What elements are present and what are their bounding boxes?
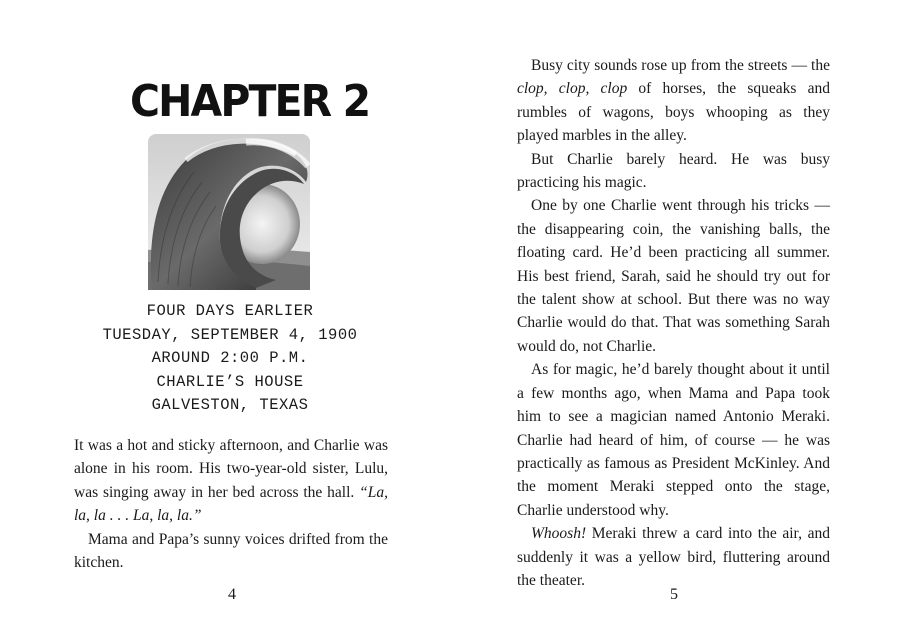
wave-illustration <box>146 132 312 292</box>
left-body-text <box>74 434 388 574</box>
paragraph <box>517 522 830 592</box>
paragraph-italic: “La, la, la . . . La, la, la.” <box>74 483 388 525</box>
paragraph-text: Busy city sounds rose up from the streets — the <box>531 57 830 74</box>
dateline-line: CHARLIE’S HOUSE <box>156 372 304 391</box>
page-number: 5 <box>670 586 678 603</box>
paragraph <box>74 434 388 528</box>
paragraph-italic: Whoosh! <box>531 525 587 543</box>
paragraph-text: Mama and Papa’s sunny voices drifted from the kitchen. <box>74 530 388 572</box>
right-body-text <box>517 54 830 592</box>
paragraph <box>517 194 830 358</box>
paragraph-text: As for magic, he’d barely thought about it until a few months ago, when Mama and Papa took him to see a magician named Antonio Meraki. Charlie had heard of him, of course — he was practically as famous as President McKinley. And the moment Meraki stepped onto the stage, Charlie understood why. <box>517 361 830 519</box>
paragraph-text: But Charlie barely heard. He was busy practicing his magic. <box>517 150 830 192</box>
dateline-line: GALVESTON, TEXAS <box>151 396 309 414</box>
chapter-title: CHAPTER 2 <box>130 76 370 127</box>
paragraph-text: It was a hot and sticky afternoon, and Charlie was alone in his room. His two-year-old sister, Lulu, was singing away in her bed across the hall. <box>74 437 388 501</box>
paragraph-text: of horses, the squeaks and rumbles of wagons, boys whooping as they played marbles in the alley. <box>517 80 831 145</box>
paragraph <box>517 358 830 522</box>
dateline-line: FOUR DAYS EARLIER <box>146 302 314 320</box>
paragraph-text: One by one Charlie went through his tricks — the disappearing coin, the vanishing balls, the floating card. He’d been practicing all summer. His best friend, Sarah, said he should try out for the talent show at school. But there was no way Charlie would do that. That was something Sarah would do, not Charlie. <box>517 197 830 355</box>
paragraph-italic: clop, clop, clop <box>517 80 628 98</box>
paragraph <box>74 528 388 575</box>
paragraph <box>517 148 830 195</box>
page-number: 4 <box>228 586 236 603</box>
dateline <box>60 300 400 418</box>
dateline-line: AROUND 2:00 P.M. <box>151 349 309 367</box>
right-page <box>450 0 900 641</box>
dateline-line: TUESDAY, SEPTEMBER 4, 1900 <box>102 325 358 344</box>
paragraph <box>517 54 830 148</box>
paragraph-text: Meraki threw a card into the air, and suddenly it was a yellow bird, fluttering around the theater. <box>517 525 830 589</box>
